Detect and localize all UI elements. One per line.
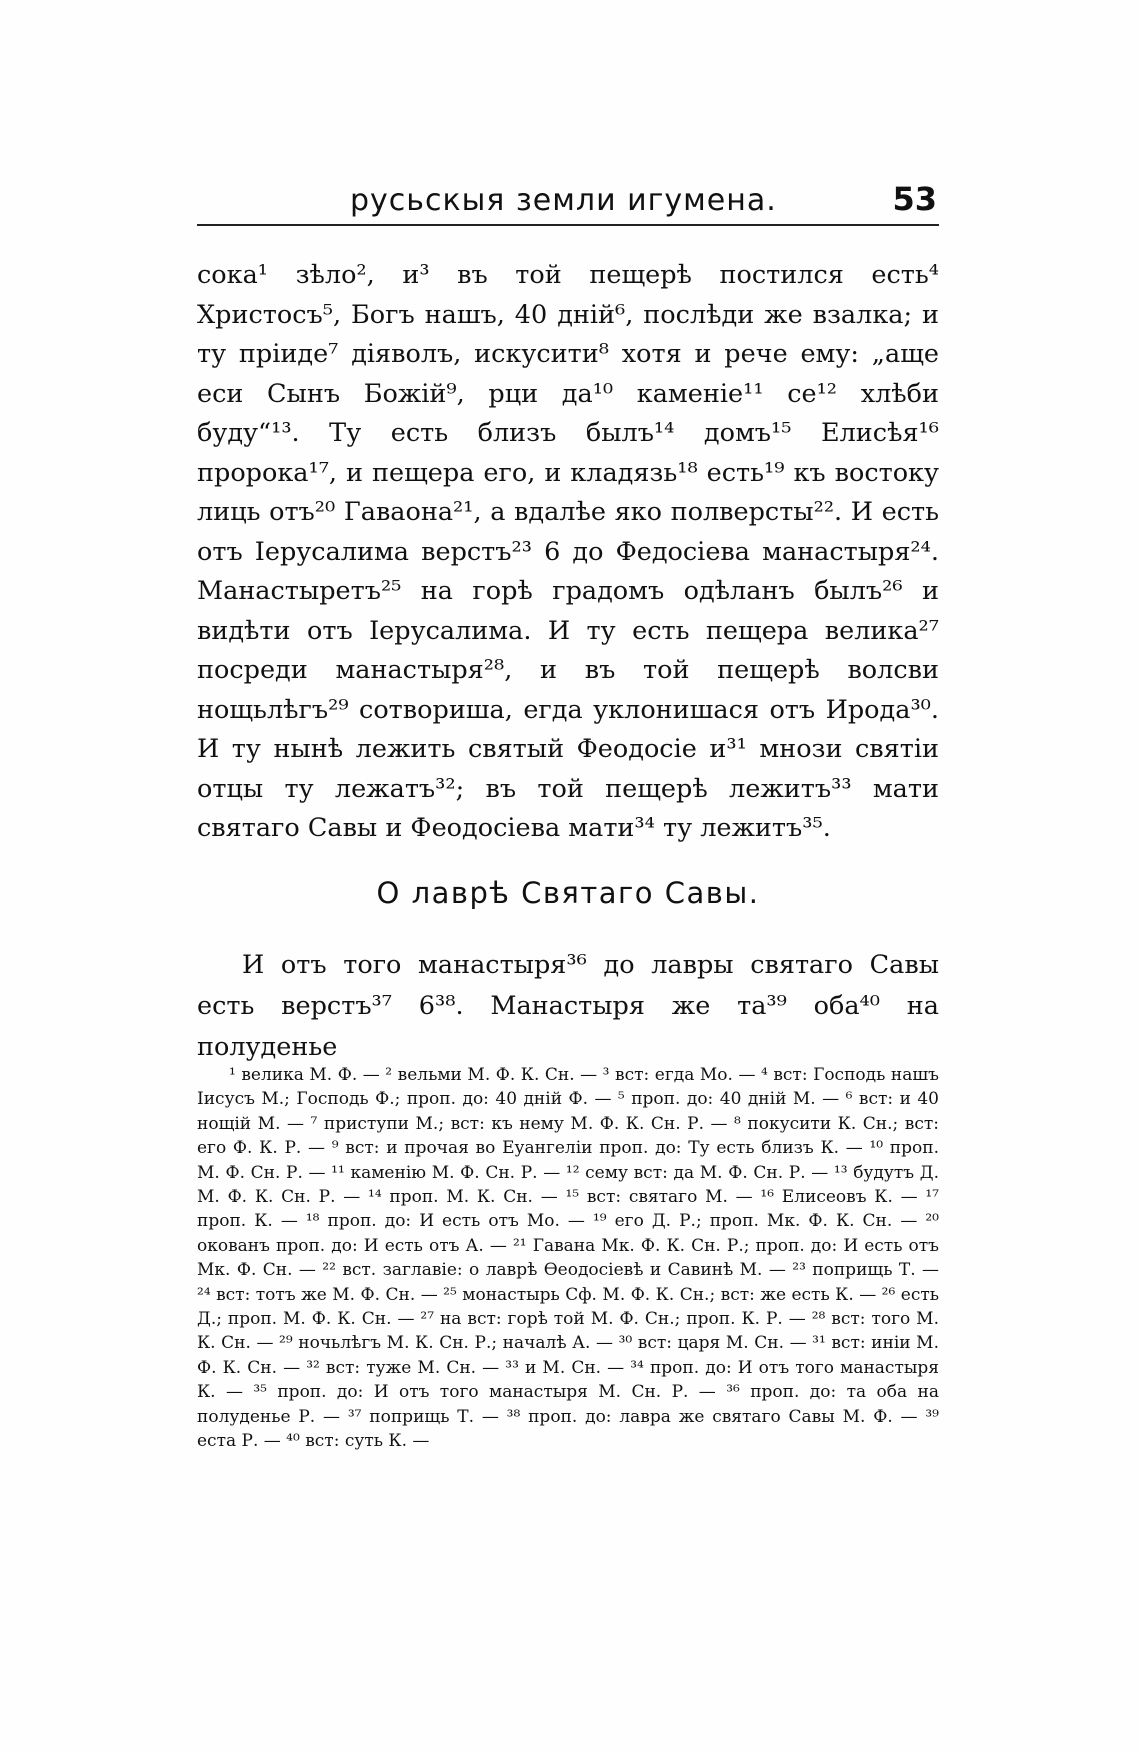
main-paragraph: сока¹ зѣло², и³ въ той пещерѣ постился есть⁴ Христосъ⁵, Богъ нашъ, 40 днiй⁶, послѣди же взалка; и ту прiиде⁷ дiяволъ, искусити⁸ хотя и рече ему: „аще еси Сынъ Божiй⁹, рци да¹⁰ каменiе¹¹ се¹² хлѣби буду“¹³. Ту есть близъ былъ¹⁴ домъ¹⁵ Елисѣя¹⁶ пророка¹⁷, и пещера его, и кладязь¹⁸ есть¹⁹ къ востоку лиць отъ²⁰ Гаваона²¹, а вдалѣе яко полверсты²². И есть отъ Iерусалима верстъ²³ 6 до Федосiева манастыря²⁴. Манастыретъ²⁵ на горѣ градомъ одѣланъ былъ²⁶ и видѣти отъ Iерусалима. И ту есть пещера велика²⁷ посреди манастыря²⁸, и въ той пещерѣ волсви нощьлѣгъ²⁹ сотвориша, егда уклонишася отъ Ирода³⁰. И ту нынѣ лежить святый Феодосiе и³¹ мнози святiи отцы ту лежатъ³²; въ той пещерѣ лежитъ³³ мати святаго Савы и Феодосiева мати³⁴ ту лежитъ³⁵. xyxy=(197,260,939,843)
section-heading: О лаврѣ Святаго Савы. xyxy=(376,876,760,910)
footnotes-block xyxy=(197,1063,939,1454)
page-number: 53 xyxy=(892,180,937,218)
main-text-block xyxy=(197,256,939,849)
running-title: русьскыя земли игумена. xyxy=(350,183,777,218)
running-header xyxy=(197,180,939,226)
footnotes-text: ¹ велика М. Ф. — ² вельми М. Ф. К. Сн. — ³ вст: егда Мо. — ⁴ вст: Господь нашъ Iисусъ М.; Господь Ф.; проп. до: 40 днiй Ф. — ⁵ проп. до: 40 днiй М. — ⁶ вст: и 40 нощiй М. — ⁷ приступи М.; вст: къ нему М. Ф. К. Сн. Р. — ⁸ покусити К. Сн.; вст: его Ф. К. Р. — ⁹ вст: и прочая во Еуангелiи проп. до: Ту есть близъ К. — ¹⁰ проп. М. Ф. Сн. Р. — ¹¹ каменiю М. Ф. Сн. Р. — ¹² сему вст: да М. Ф. Сн. Р. — ¹³ будутъ Д. М. Ф. К. Сн. Р. — ¹⁴ проп. М. К. Сн. — ¹⁵ вст: святаго М. — ¹⁶ Елисеовъ К. — ¹⁷ проп. К. — ¹⁸ проп. до: И есть отъ Мо. — ¹⁹ его Д. Р.; проп. Мк. Ф. К. Сн. — ²⁰ окованъ проп. до: И есть отъ А. — ²¹ Гавана Мк. Ф. К. Сн. Р.; проп. до: И есть отъ Мк. Ф. Сн. — ²² вст. заглавiе: о лаврѣ Ѳеодосiевѣ и Савинѣ М. — ²³ поприщь Т. — ²⁴ вст: тотъ же М. Ф. Сн. — ²⁵ монастырь Сф. М. Ф. К. Сн.; вст: же есть К. — ²⁶ есть Д.; проп. М. Ф. К. Сн. — ²⁷ на вст: горѣ той М. Ф. Сн.; проп. К. Р. — ²⁸ вст: того М. К. Сн. — ²⁹ ночьлѣгъ М. К. Сн. Р.; началѣ А. — ³⁰ вст: царя М. Сн. — ³¹ вст: инiи М. Ф. К. Сн. — ³² вст: туже М. Сн. — ³³ и М. Сн. — ³⁴ проп. до: И отъ того манастыря К. — ³⁵ проп. до: И отъ того манастыря М. Сн. Р. — ³⁶ проп. до: та оба на полуденье Р. — ³⁷ поприщь Т. — ³⁸ проп. до: лавра же святаго Савы М. Ф. — ³⁹ еста Р. — ⁴⁰ вст: суть К. — xyxy=(197,1065,939,1452)
section-text-block xyxy=(197,945,939,1068)
section-paragraph: И отъ того манастыря³⁶ до лавры святаго Савы есть верстъ³⁷ 6³⁸. Манастыря же та³⁹ оба⁴⁰ на полуденье xyxy=(197,950,939,1062)
